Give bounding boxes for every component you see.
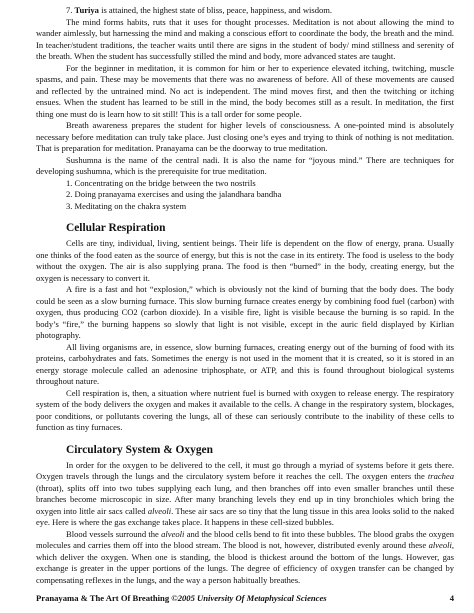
- turiya-item: [36, 5, 454, 17]
- footer-copyright: ©2005 University Of Metaphysical Sciences: [171, 593, 327, 603]
- list-item: 3. Meditating on the chakra system: [66, 200, 187, 211]
- text-run: In order for the oxygen to be delivered to the cell, it must go through a myriad of systems before it gets there. Oxygen travels through the lungs and the circulatory system before it reaches the cell. The oxygen enters the: [36, 459, 454, 481]
- turiya-number: 7.: [66, 5, 75, 15]
- footer-title-block: [36, 593, 327, 603]
- term-alveoli: alveoli: [147, 505, 172, 516]
- paragraph-fire: A fire is a fast and hot “explosion,” which is obviously not the kind of burning that the body does. The body could be seen as a slow burning furnace. This slow burning furnace creates energy by combining food fuel (carbon) with oxygen, thus producing CO2 (carbon dioxide). In a visible fire, light is visible because the burning is so rapid. In the body’s “fire,” the burning happens so slowly that light is not visible, except in the auric field displayed by Kirlian photography.: [36, 284, 454, 340]
- section-heading-cellular: Cellular Respiration: [66, 222, 166, 234]
- turiya-text: is attained, the highest state of bliss, peace, happiness, and wisdom.: [98, 5, 333, 15]
- text-run: (throat), splits off into two tubes supplying each lung, and then branches off into even smaller branches until these branches become microscopic in size. After many branching levels they end up in tiny bronchioles which bring the oxygen into little air sacs called: [36, 482, 454, 516]
- technique-list: [36, 178, 454, 213]
- page-number: 4: [449, 593, 454, 603]
- term-alveoli: alveoli: [428, 540, 452, 550]
- list-item: 2. Doing pranayama exercises and using the jalandhara bandha: [66, 189, 282, 199]
- text-run: and the blood cells bend to fit into these bubbles. The blood grabs the oxygen molecules and carries them off into the blood stream. The blood is not, however, distributed evenly around these: [36, 528, 455, 550]
- term-trachea: trachea: [427, 471, 454, 481]
- paragraph-breath-awareness: Breath awareness prepares the student for higher levels of consciousness. A one-pointed mind is absolutely necessary before meditation can truly take place. Just closing one’s eyes and trying to think of nothing is not meditation. That is preparation for meditation. Pranayama can be the doorway to true meditation.: [36, 120, 454, 153]
- paragraph-cell-respiration: Cell respiration is, then, a situation where nutrient fuel is burned with oxygen to release energy. The respiratory system of the body delivers the oxygen and makes it available to the cells. A change in the respiratory system, blockages, poor conditions, or pollutants covering the lungs, all of these can seriously contribute to the inability of these cells to function as tiny furnaces.: [36, 387, 454, 432]
- paragraph-cells: Cells are tiny, individual, living, sentient beings. Their life is dependent on the flow of energy, prana. Usually one thinks of the food eaten as the source of energy, but this is not the case in its entirety. The food is useless to the body without the oxygen. The air is also supplying prana. The food is then “burned” in the body, creating energy, but the oxygen is necessary to convert it.: [36, 238, 454, 283]
- list-item: 1. Concentrating on the bridge between the two nostrils: [66, 177, 256, 188]
- text-run: , which deliver the oxygen. When one is standing, the blood is thickest around the bottom of the lungs. However, gas exchange is greater in the upper portions of the lungs. The degree of efficiency of oxygen transfer can be changed by compensating reflexes in the lungs, and the way a person habitually breathes.: [36, 540, 454, 585]
- turiya-term: Turiya: [74, 5, 99, 15]
- text-run: . These air sacs are so tiny that the lung tissue in this area looks solid to the naked eye. Here is where the gas exchange takes place. It happens in these cell-sized bubbles.: [36, 505, 454, 527]
- footer-title: Pranayama & The Art Of Breathing: [36, 593, 172, 603]
- paragraph-beginner: For the beginner in meditation, it is common for him or her to experience elevated itching, twitching, muscle spasms, and pain. These may be movements that there was no awareness of before. All of these movements are caused and reflected by the untrained mind. No act is independent. The mind moves first, and then the twitching or itching ensues. When the student has learned to be still in the mind, the body becomes still as a result. In meditation, the first thing one must do is learn how to sit still! This is a tall order for some people.: [36, 62, 454, 119]
- text-run: Blood vessels surround the: [66, 528, 162, 539]
- paragraph-blood-vessels: [36, 529, 454, 587]
- page-footer: [36, 593, 454, 603]
- paragraph-sushumna: Sushumna is the name of the central nadi. It is also the name for “joyous mind.” There are techniques for developing sushumna, which is the prerequisite for true meditation.: [36, 154, 454, 176]
- term-alveoli: alveoli: [161, 528, 185, 539]
- section-heading-circulatory: Circulatory System & Oxygen: [66, 443, 213, 456]
- paragraph-mind-forms: The mind forms habits, ruts that it uses for thought processes. Meditation is not about allowing the mind to wander aimlessly, but harnessing the mind and making a conscious effort to coordinate the body, the breath and the mind. In teacher/student traditions, the teacher waits until there are signs in the student of body/ mind stillness and serenity of the breath. When the student has successfully stilled the mind and body, more advanced states are taught.: [36, 16, 454, 61]
- paragraph-oxygen-delivery: [36, 460, 454, 529]
- paragraph-organisms: All living organisms are, in essence, slow burning furnaces, creating energy out of the burning of food with its proteins, carbohydrates and fats. Sometimes the energy is not used in the moment that it is created, so it is stored in an energy storage molecule called an adenosine triphosphate, or ATP, and this is found throughout biological systems throughout nature.: [36, 341, 454, 386]
